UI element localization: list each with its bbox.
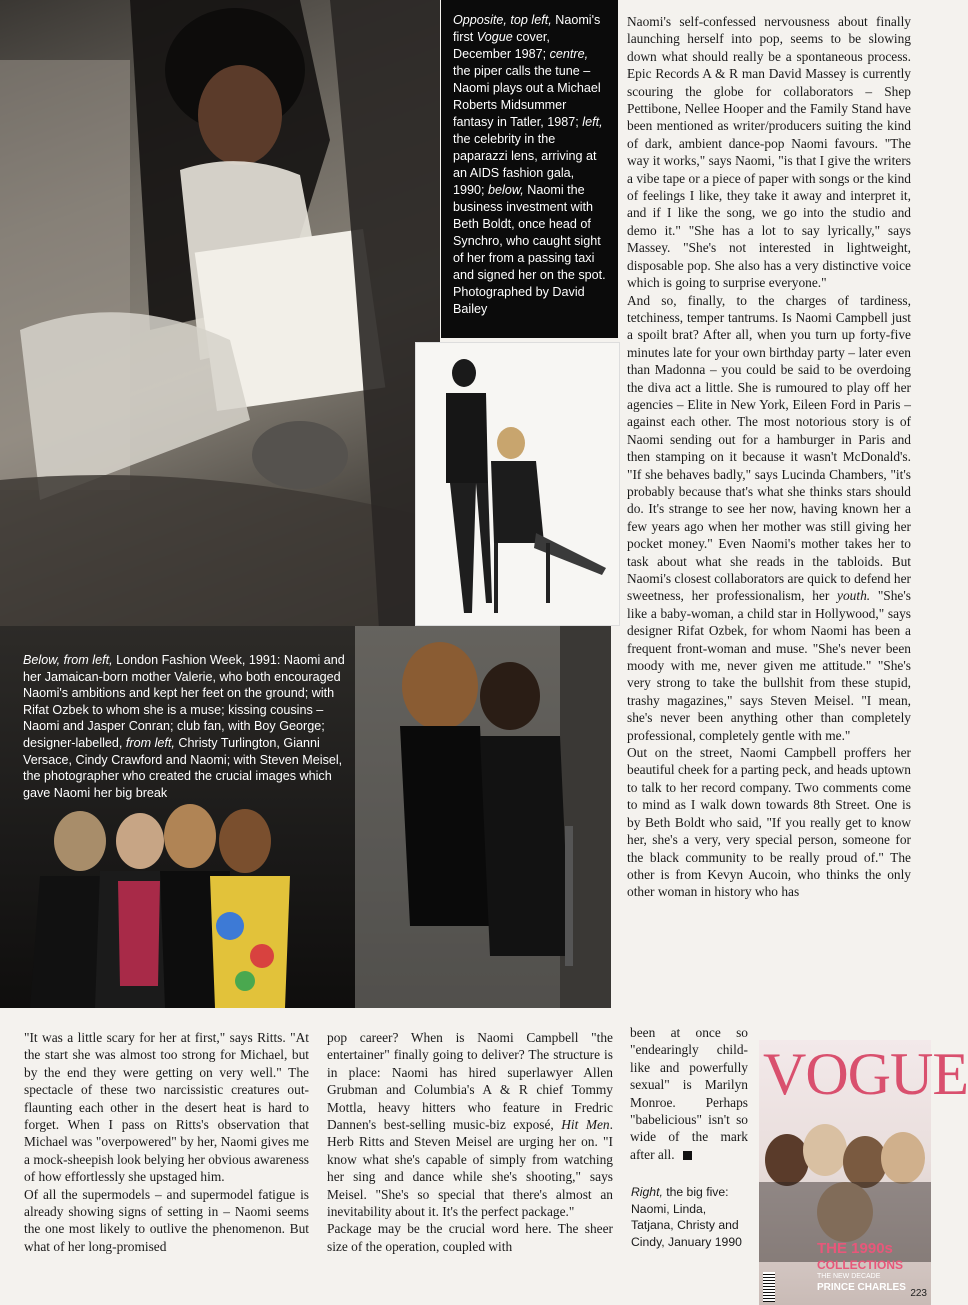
text-span: been at once so "endearingly child-like and powerfully sexual" is Marilyn Monroe. Perhaps "babelicious" isn't so wide of the mark after all. — [630, 1025, 748, 1162]
caption-lead: Opposite, top left, — [453, 13, 552, 27]
caption-below-left — [23, 652, 348, 801]
caption-lead: Right, — [631, 1185, 663, 1199]
caption-text: cover, December 1987; — [453, 30, 550, 61]
caption-left: left, — [582, 115, 603, 129]
article-column-right — [627, 13, 911, 901]
article-column-bottom-left — [24, 1029, 309, 1255]
photo-boldt-portrait — [415, 342, 620, 626]
caption-centre: centre, — [549, 47, 589, 61]
paragraph — [327, 1029, 613, 1220]
end-mark — [683, 1151, 692, 1160]
paragraph — [630, 1024, 748, 1163]
caption-right-cover — [631, 1184, 749, 1250]
caption-text: London Fashion Week, 1991: Naomi and her Jamaican-born mother Valerie, who both encouraged Naomi's ambitions and kept her feet on the ground; with Rifat Ozbek to whom she is a muse; kissing cousins – Naomi and Jasper Conran; club fan, with Boy George; designer-labelled, — [23, 653, 345, 750]
emphasis-hit-men: Hit Men — [561, 1117, 610, 1133]
article-column-bottom-middle — [327, 1029, 613, 1255]
caption-text: Naomi the business investment with Beth Boldt, once head of Synchro, who caught sight of her from a passing taxi and signed her on the spot. Photographed by David Bailey — [453, 183, 606, 316]
text-span: pop career? When is Naomi Campbell "the entertainer" finally going to deliver? The structure is in place: Naomi has hired superlawyer Allen Grubman and Columbia's A & R chief Tommy Mottla, heavy hitters who feature in Fredric Dannen's best-selling music-biz exposé, — [327, 1030, 613, 1133]
page-number: 223 — [910, 1288, 927, 1299]
caption-below: below, — [488, 183, 524, 197]
caption-fromleft: from left, — [125, 735, 175, 750]
caption-lead: Below, from left, — [23, 653, 113, 667]
paragraph: Package may be the crucial word here. The sheer size of the operation, coupled with — [327, 1221, 613, 1254]
paragraph — [627, 292, 911, 745]
paragraph: Of all the supermodels – and supermodel fatigue is already showing signs of setting in – Naomi seems the one most likely to outlive the phenomenon. But what of her long-promised — [24, 1186, 309, 1254]
caption-vogue: Vogue — [476, 30, 513, 44]
caption-text: Christy Turlington, Gianni Versace, Cindy Crawford and Naomi; with Steven Meisel, the photographer who created the crucial images which gave Naomi her big break — [23, 735, 343, 800]
vogue-barcode — [763, 1272, 775, 1302]
photo-vogue-cover[interactable] — [759, 1040, 968, 1305]
caption-text: Naomi's first — [453, 13, 601, 44]
vogue-masthead: VOGUE — [763, 1041, 968, 1107]
text-span: "She's like a baby-woman, a child star in Hollywood," says designer Rifat Ozbek, for whom Naomi has been a frequent front-woman and muse. "She's never been moody with me, never given me attitude." "She's very strong to take the bullshit from these stupid, trashy magazines," says Steven Meisel. "I mean, she's never been anything other than completely professional, completely gentle with me." — [627, 588, 911, 743]
vogue-subhead: COLLECTIONS — [817, 1258, 903, 1272]
paragraph: Naomi's self-confessed nervousness about finally launching herself into pop, seems to be slowing down what should really be a spontaneous process. Epic Records A & R man David Massey is currently scouring the globe for collaborators – Shep Pettibone, Nellee Hooper and the Family Stand have been mentioned as writer/producers suiting the kind of dark, ambient dance-pop Naomi favours. "The way it works," says Naomi, "is that I give the writers a vibe tape or a piece of paper with songs or the kind of feelings I like, they take it away and interpret it, and if I like the song, we go into the studio and demo it." "She has a lot to say lyrically," says Massey. "She's not interested in lightweight, disposable pop. She also has a very distinctive voice which is going to surprise everyone." — [627, 14, 911, 291]
photo-limo-arrival — [0, 0, 440, 646]
vogue-headline: THE 1990s — [817, 1240, 893, 1257]
vogue-bottom-line: PRINCE CHARLES — [817, 1282, 906, 1293]
text-span: And so, finally, to the charges of tardiness, tetchiness, temper tantrums. Is Naomi Campbell just a spoilt brat? After all, when you turn up forty-five minutes late for your own birthday party – later even than Madonna – you could be said to be overdoing the diva act a little. She is rumoured to play off her agencies – Elite in New York, Eileen Ford in Paris – against each other. The most notorious story is of Naomi sending out for a hamburger in Paris and then stamping on it because it wasn't McDonald's. "If she behaves badly," says Lucinda Chambers, "it's probably because that's what she thinks stars should do. It's strange to see her now, having known her a few years ago when her mother was still giving her pocket money." Even Naomi's mother takes her to task about what she reads in the tabloids. But Naomi's closest collaborators are quick to defend her sweetness, her professionalism, her — [627, 292, 911, 604]
caption-text: the celebrity in the paparazzi lens, arriving at an AIDS fashion gala, 1990; — [453, 132, 597, 197]
text-span: . Herb Ritts and Steven Meisel are urging her on. "I know what she's capable of simply from watching her sing and dance while she's shooting," says Meisel. "She's so special that there's almost an inevitability about it. It's the perfect package." — [327, 1117, 613, 1220]
vogue-sub2: THE NEW DECADE — [817, 1273, 881, 1280]
caption-top-right — [441, 0, 618, 338]
caption-text: the piper calls the tune – Naomi plays out a Michael Roberts Midsummer fantasy in Tatler, 1987; — [453, 64, 601, 129]
emphasis-youth: youth. — [837, 588, 871, 604]
paragraph: "It was a little scary for her at first," says Ritts. "At the start she was almost too strong for Michael, but by the end they were getting on very well." The spectacle of these two narcissistic creatures out-flaunting each other in the desert heat is hard to forget. When I pass on Ritts's observation that Michael was "overpowered" by her, Naomi gives me a mock-sheepish look belying her obvious awareness of how effortlessly she upstaged him. — [24, 1030, 309, 1185]
paragraph: Out on the street, Naomi Campbell proffers her beautiful cheek for a parting peck, and heads uptown to talk to her record company. Two comments come to mind as I walk down towards 8th Street. One is by Beth Boldt who said, "If you really get to know her, she's a very, very special person, someone for the black community to be really proud of." The other is from Kevyn Aucoin, who thinks the only other woman in history who has — [627, 745, 911, 900]
article-column-right-tail — [630, 1024, 748, 1163]
caption-text: the big five: Naomi, Linda, Tatjana, Christy and Cindy, January 1990 — [631, 1185, 742, 1249]
